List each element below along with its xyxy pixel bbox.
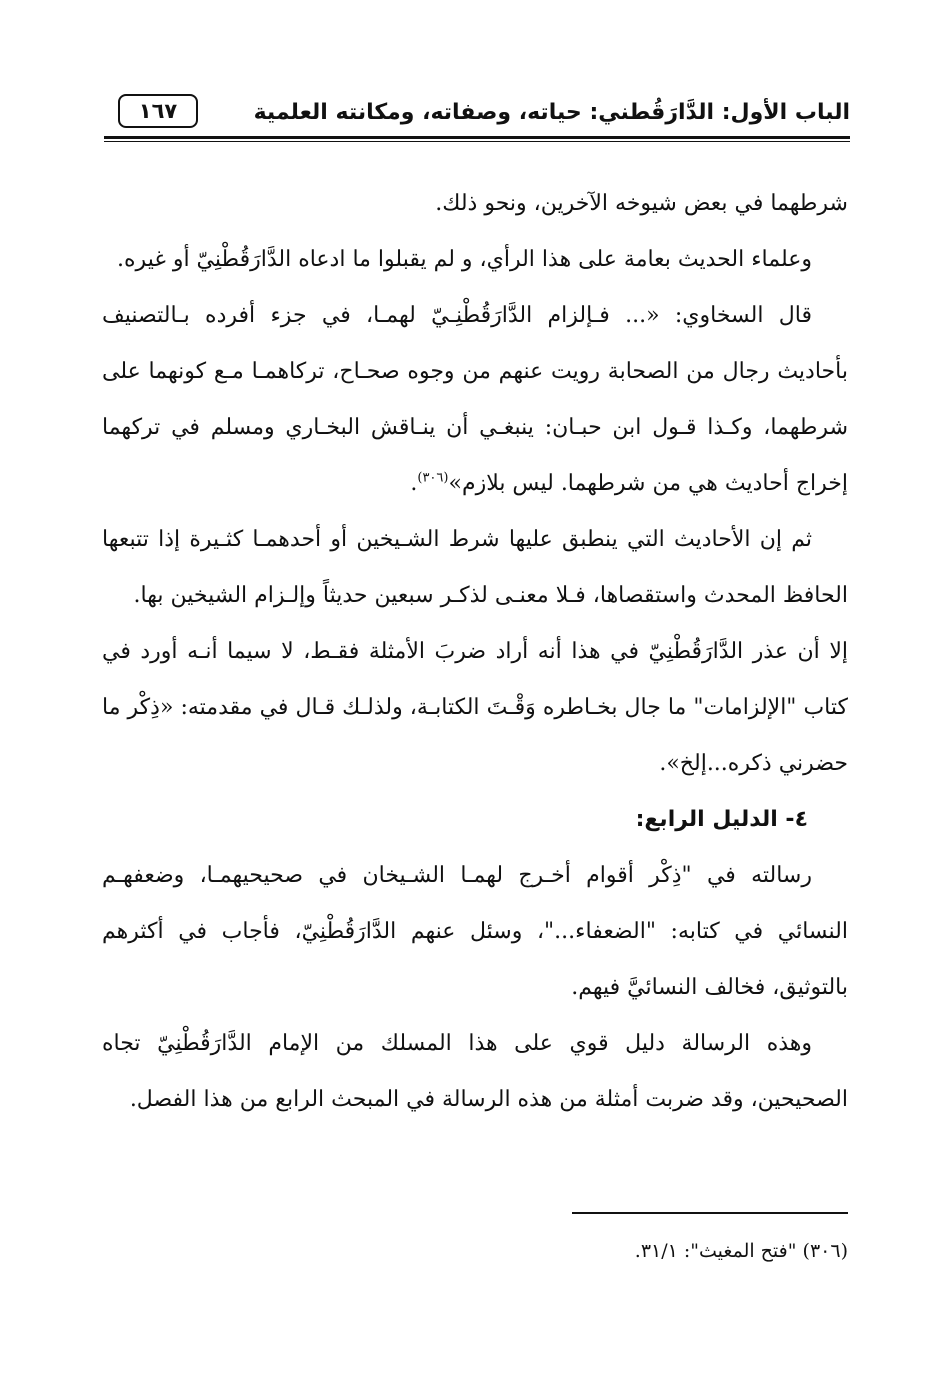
footnote: (٣٠٦) "فتح المغيث": ٣١/١. xyxy=(634,1240,848,1262)
paragraph-3: قال السخاوي: «... فـإلزام الدَّارَقُطْنِـيّ لهمـا، في جزء أفرده بـالتصنيف بأحاديث رجال من الصحابة رويت عنهم من وجوه صحـاح، تركاهمـا مـع كونهما على شرطهما، وكـذا قـول ابن حبـان: ينبغـي أن ينـاقش البخـاري ومسلم في تركهما إخراج أحاديث هي من شرطهما. ليس بلازم»$^{(٣٠٦)}$. xyxy=(102,303,848,496)
paragraph-4: ثم إن الأحاديث التي ينطبق عليها شرط الشـيخين أو أحدهمـا كثـيرة إذا تتبعها الحافظ المحدث واستقصاها، فـلا معنـى لذكـر سبعين حديثاً وإلـزام الشيخين بها. xyxy=(102,527,848,608)
body-text xyxy=(102,176,848,1128)
paragraph-1: شرطهما في بعض شيوخه الآخرين، ونحو ذلك. xyxy=(435,191,848,216)
page-number: ١٦٧ xyxy=(118,94,198,128)
page-header xyxy=(104,92,850,144)
paragraph-7: وهذه الرسالة دليل قوي على هذا المسلك من الإمام الدَّارَقُطْنِيّ تجاه الصحيحين، وقد ضربت أمثلة من هذه الرسالة في المبحث الرابع من هذا الفصل. xyxy=(102,1031,848,1112)
header-rule xyxy=(104,136,850,142)
footnote-ref: (٣٠٦) xyxy=(417,470,449,486)
paragraph-6: رسالته في "ذِكْر أقوام أخـرج لهمـا الشـيخان في صحيحيهمـا، وضعفهـم النسائي في كتابه: "الضعفاء..."، وسئل عنهم الدَّارَقُطْنِيّ، فأجاب في أكثرهم بالتوثيق، فخالف النسائيَّ فيهم. xyxy=(102,863,848,1000)
paragraph-5: إلا أن عذر الدَّارَقُطْنِيّ في هذا أنه أراد ضربَ الأمثلة فقـط، لا سيما أنـه أورد في كتاب "الإلزامات" ما جال بخـاطره وَقْـتَ الكتابـة، ولذلـك قـال في مقدمته: «ذِكْر ما حضرني ذكره...إلخ». xyxy=(102,639,848,776)
footnote-divider xyxy=(572,1212,848,1214)
section-heading: ٤- الدليل الرابع: xyxy=(635,807,808,832)
sakhawi-quote: قال السخاوي: «... فـإلزام الدَّارَقُطْنِـيّ لهمـا، في جزء أفرده بـالتصنيف بأحاديث رجال من الصحابة رويت عنهم من وجوه صحـاح، تركاهمـا مـع كونهما على شرطهما، وكـذا قـول ابن حبـان: ينبغـي أن ينـاقش البخـاري ومسلم في تركهما إخراج أحاديث هي من شرطهما. ليس بلازم» xyxy=(102,303,848,496)
paragraph-2: وعلماء الحديث بعامة على هذا الرأي، و لم يقبلوا ما ادعاه الدَّارَقُطْنِيّ أو غيره. xyxy=(117,247,812,272)
header-title: الباب الأول: الدَّارَقُطني: حياته، وصفاته، ومكانته العلمية xyxy=(253,100,850,125)
